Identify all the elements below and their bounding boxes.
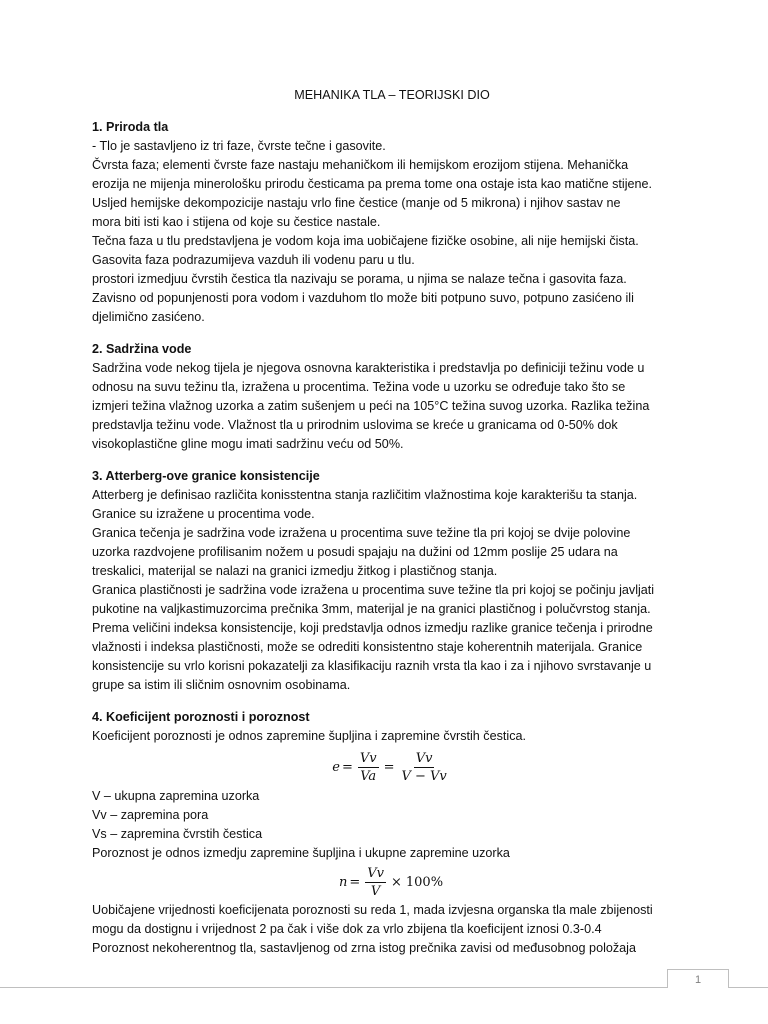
paragraph-line: odnosu na suvu težinu tla, izražena u procentima. Težina vode u uzorku se određuje tako što se bbox=[92, 380, 626, 394]
fraction-denominator: V − Vv bbox=[401, 768, 447, 784]
section-heading: 1. Priroda tla bbox=[92, 120, 169, 134]
paragraph-line: Uobičajene vrijednosti koeficijenata poroznosti su reda 1, mada izvjesna organska tla male zbijenosti bbox=[92, 903, 653, 917]
paragraph-line: prostori izmedjuu čvrstih čestica tla nazivaju se porama, u njima se nalaze tečna i gasovita faza. bbox=[92, 272, 627, 286]
formula-fraction bbox=[365, 866, 386, 899]
fraction-numerator: Vv bbox=[359, 750, 377, 766]
paragraph-line: djelimično zasićeno. bbox=[92, 310, 205, 324]
section-atterberg-granice bbox=[92, 467, 692, 695]
paragraph-line: Prema veličini indeksa konsistencije, koji predstavlja odnos izmedju razlike granice tečenja i prirodne bbox=[92, 621, 653, 635]
footer-divider bbox=[0, 987, 768, 988]
formula-fraction bbox=[358, 751, 379, 784]
porosity-formula bbox=[92, 863, 692, 901]
formula-fraction bbox=[399, 751, 448, 784]
paragraph-line: Koeficijent poroznosti je odnos zapremine šupljina i zapremine čvrstih čestica. bbox=[92, 729, 526, 743]
formula-symbol: n bbox=[338, 874, 348, 890]
section-priroda-tla bbox=[92, 118, 692, 327]
paragraph-line: Atterberg je definisao različita konisstentna stanja različitim vlažnostima koje karakterišu ta stanja. bbox=[92, 488, 638, 502]
document-title: MEHANIKA TLA – TEORIJSKI DIO bbox=[294, 88, 490, 102]
paragraph-line: predstavlja težinu vode. Vlažnost tla u prirodnim uslovima se kreće u granicama od 0-50% dok bbox=[92, 418, 618, 432]
fraction-denominator: V bbox=[370, 883, 381, 899]
formula-operator: × bbox=[390, 874, 402, 890]
section-sadrzina-vode bbox=[92, 340, 692, 454]
paragraph-line: Zavisno od popunjenosti pora vodom i vazduhom tlo može biti potpuno suvo, potpuno zasićeno ili bbox=[92, 291, 634, 305]
fraction-denominator: Va bbox=[360, 768, 377, 784]
paragraph-line: - Tlo je sastavljeno iz tri faze, čvrste tečne i gasovite. bbox=[92, 139, 386, 153]
paragraph-line: pukotine na valjkastimuzorcima prečnika 3mm, materijal je na granici plastičnog i polučvrstog stanja. bbox=[92, 602, 651, 616]
formula-symbol: e bbox=[332, 759, 340, 775]
fraction-numerator: Vv bbox=[367, 865, 384, 881]
page-number: 1 bbox=[667, 969, 729, 988]
formula-operator: = bbox=[341, 759, 353, 775]
definition-line: V – ukupna zapremina uzorka bbox=[92, 789, 260, 803]
paragraph-line: vlažnosti i indeksa plastičnosti, može se odrediti konsistentno staje koherentnih materijala. Granice bbox=[92, 640, 643, 654]
paragraph-line: Granica plastičnosti je sadržina vode izražena u procentima suve težine tla pri kojoj se počinju javljati bbox=[92, 583, 655, 597]
paragraph-line: Tečna faza u tlu predstavljena je vodom koja ima uobičajene fizičke osobine, ali nije hemijski čista. bbox=[92, 234, 639, 248]
paragraph-line: Granice su izražene u procentima vode. bbox=[92, 507, 315, 521]
paragraph-line: konsistencije su vrlo korisni pokazatelji za klasifikaciju raznih vrsta tla kao i za i njihovo svrstavanje u bbox=[92, 659, 652, 673]
paragraph-line: Granica tečenja je sadržina vode izražena u procentima suve težine tla pri kojoj se dvije polovine bbox=[92, 526, 631, 540]
paragraph-line: Poroznost nekoherentnog tla, sastavljenog od zrna istog prečnika zavisi od međusobnog položaja bbox=[92, 941, 636, 955]
paragraph-line: mogu da dostignu i vrijednost 2 pa čak i više dok za vrlo zbijena tla koeficijent iznosi 0.3-0.4 bbox=[92, 922, 602, 936]
formula-operator: = bbox=[349, 874, 361, 890]
paragraph-line: Poroznost je odnos izmedju zapremine šupljina i ukupne zapremine uzorka bbox=[92, 846, 510, 860]
section-heading: 3. Atterberg-ove granice konsistencije bbox=[92, 469, 320, 483]
section-heading: 4. Koeficijent poroznosti i poroznost bbox=[92, 710, 310, 724]
paragraph-line: Sadržina vode nekog tijela je njegova osnovna karakteristika i predstavlja po definiciji težinu vode u bbox=[92, 361, 645, 375]
paragraph-line: Čvrsta faza; elementi čvrste faze nastaju mehaničkom ili hemijskom erozijom stijena. Mehanička bbox=[92, 158, 629, 172]
paragraph-line: uzorka razdvojene profilisanim nožem u posudi spajaju na dužini od 12mm poslije 25 udara na bbox=[92, 545, 618, 559]
definition-line: Vs – zapremina čvrstih čestica bbox=[92, 827, 263, 841]
paragraph-line: mora biti isti kao i stijena od koje su čestice nastale. bbox=[92, 215, 381, 229]
paragraph-line: visokoplastične gline mogu imati sadržinu veću od 50%. bbox=[92, 437, 404, 451]
paragraph-line: Usljed hemijske dekompozicije nastaju vrlo fine čestice (manje od 5 mikrona) i njihov sastav ne bbox=[92, 196, 621, 210]
formula-operator: = bbox=[383, 759, 395, 775]
definition-line: Vv – zapremina pora bbox=[92, 808, 209, 822]
void-ratio-formula bbox=[92, 747, 692, 787]
section-heading: 2. Sadržina vode bbox=[92, 342, 192, 356]
section-koeficijent-poroznosti bbox=[92, 708, 692, 958]
fraction-numerator: Vv bbox=[415, 750, 433, 766]
paragraph-line: erozija ne mijenja minerološku prirodu česticama pa prema tome ona ostaje ista kao matične stijene. bbox=[92, 177, 652, 191]
document-body bbox=[92, 86, 692, 958]
paragraph-line: grupe sa istim ili sličnim osnovnim osobinama. bbox=[92, 678, 351, 692]
paragraph-line: Gasovita faza podrazumijeva vazduh ili vodenu paru u tlu. bbox=[92, 253, 415, 267]
paragraph-line: izmjeri težina vlažnog uzorka a zatim sušenjem u peći na 105°C težina suvog uzorka. Razlika težina bbox=[92, 399, 650, 413]
paragraph-line: treskalici, materijal se nalazi na granici izmedju žitkog i plastičnog stanja. bbox=[92, 564, 498, 578]
formula-percent: 100% bbox=[405, 874, 444, 890]
